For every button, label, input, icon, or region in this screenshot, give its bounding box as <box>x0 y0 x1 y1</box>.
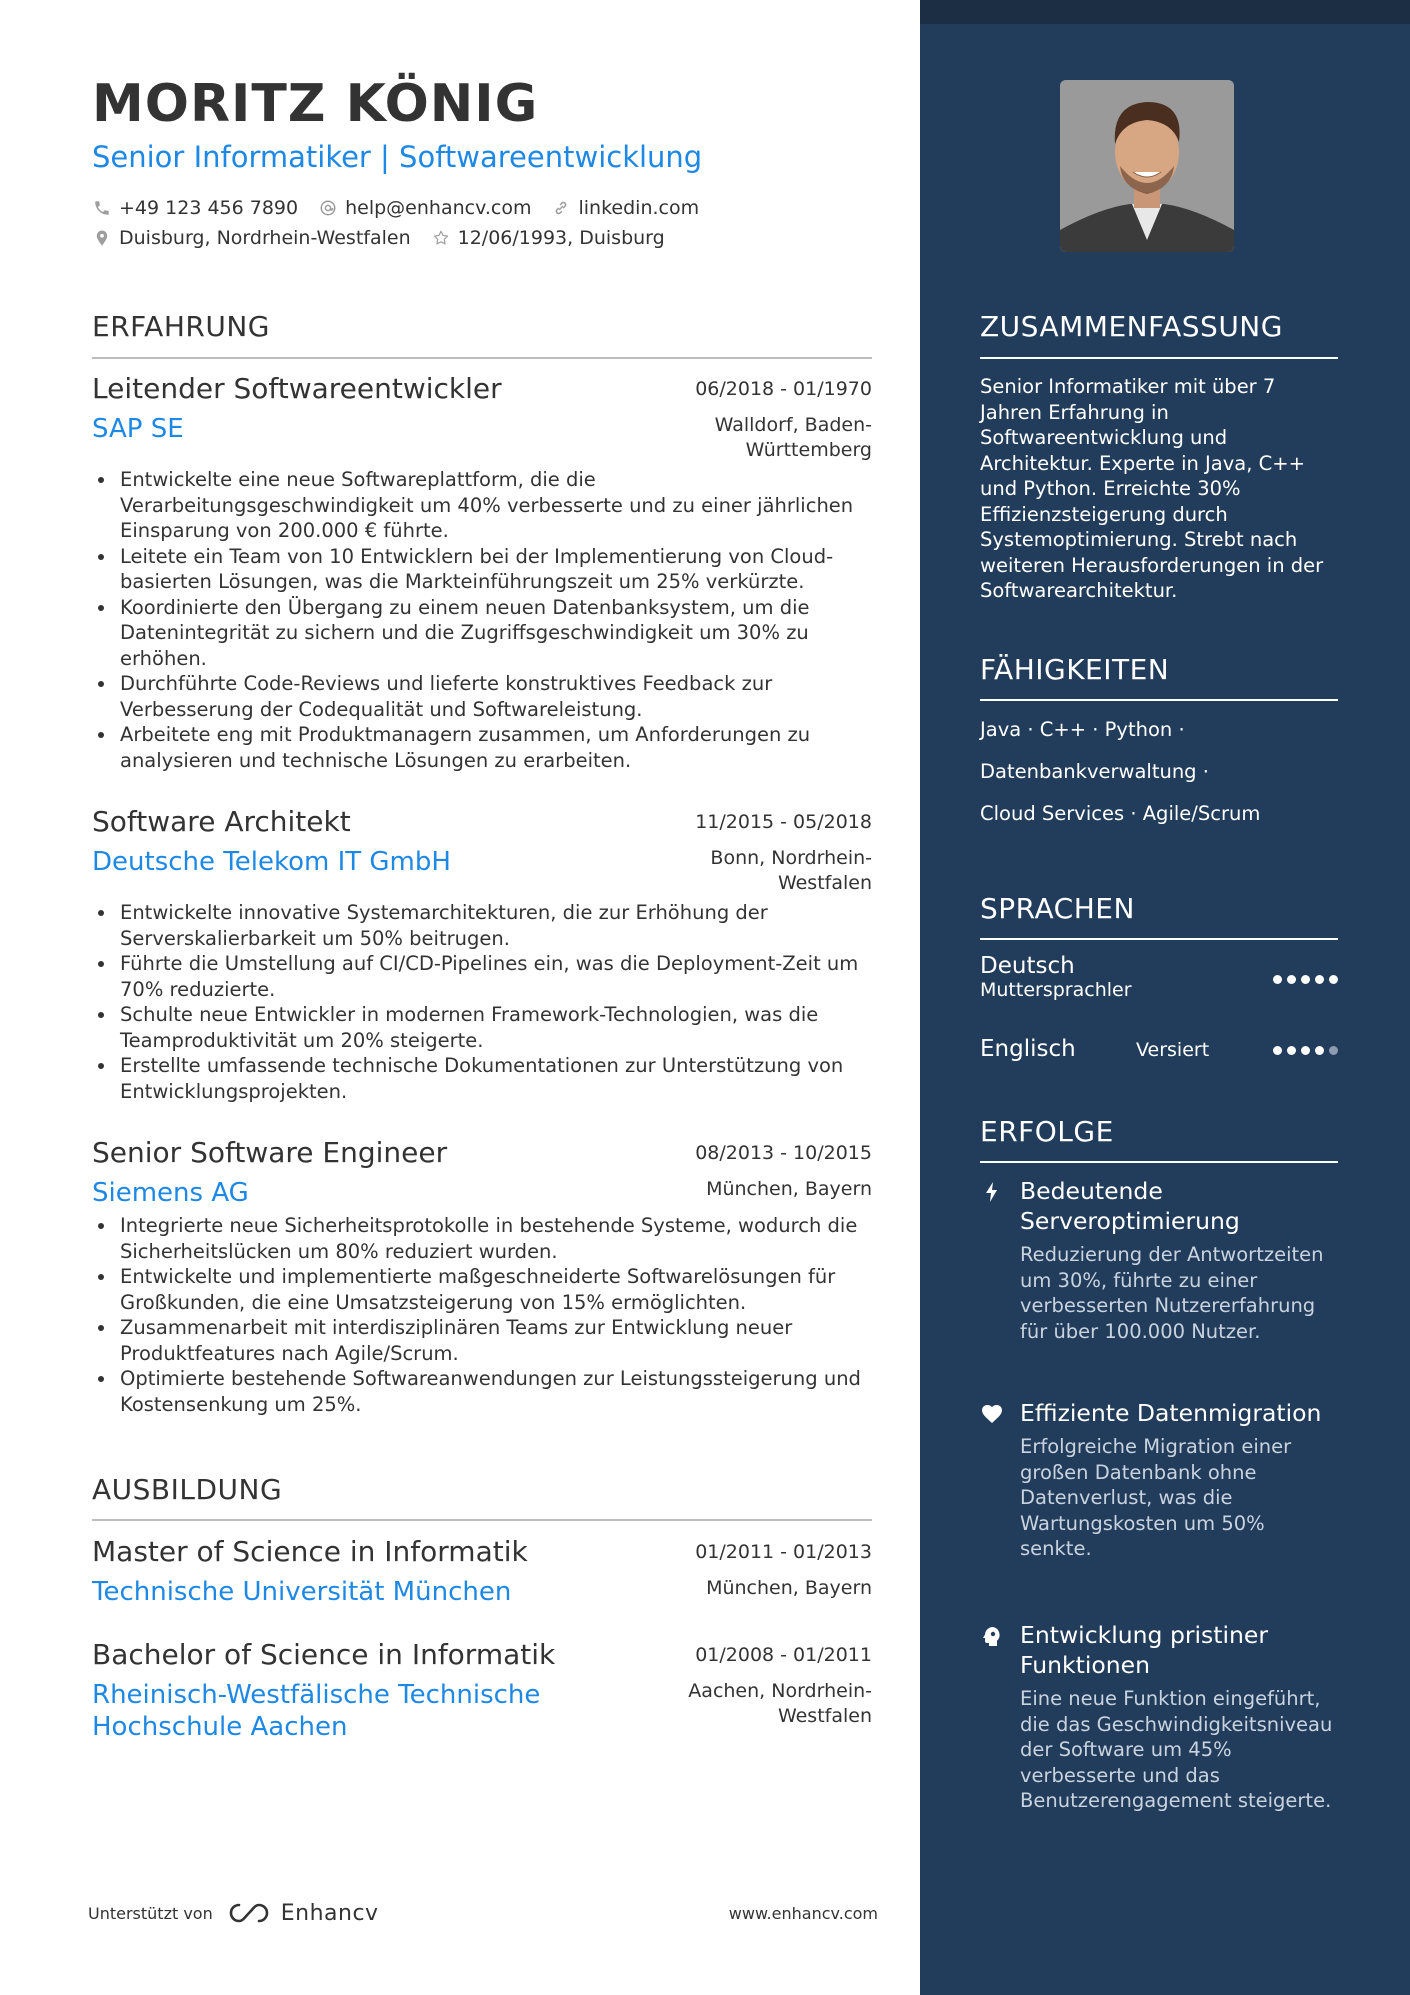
language-rating <box>1268 1046 1338 1055</box>
bullet-item: Schulte neue Entwickler in modernen Framework-Technologien, was die Teamproduktivität um 20% steigerte. <box>92 1002 872 1053</box>
rating-dot <box>1315 975 1324 984</box>
language-rating <box>1268 975 1338 984</box>
job-bullets <box>92 1213 872 1417</box>
contact-info <box>92 193 719 253</box>
phone-item <box>92 197 298 219</box>
birth-text: 12/06/1993, Duisburg <box>457 227 665 249</box>
job-entry <box>92 805 872 1104</box>
skills-line: Cloud Services · Agile/Scrum <box>980 802 1261 825</box>
achievement-title: Effiziente Datenmigration <box>1020 1399 1322 1427</box>
skills-divider <box>980 699 1338 701</box>
location-pin-icon <box>92 228 112 248</box>
skills-line: Datenbankverwaltung · <box>980 760 1209 783</box>
rating-dot <box>1301 975 1310 984</box>
bullet-item: Entwickelte innovative Systemarchitekturen, die zur Erhöhung der Serverskalierbarkeit um 50% beitrugen. <box>92 900 872 951</box>
job-role: Leitender Softwareentwickler <box>92 372 502 405</box>
summary-text: Senior Informatiker mit über 7 Jahren Erfahrung in Softwareentwicklung und Architektur. Experte in Java, C++ und Python. Erreichte 30% Effizienzsteigerung durch Systemoptimierung. Strebt nach weiteren Herausforderungen in der Softwarearchitektur. <box>980 375 1324 602</box>
footer-brand: Enhancv <box>280 1900 379 1926</box>
achievements-heading: ERFOLGE <box>980 1115 1114 1148</box>
rating-dot <box>1329 1046 1338 1055</box>
bullet-item: Optimierte bestehende Softwareanwendungen zur Leistungssteigerung und Kostensenkung um 25%. <box>92 1366 872 1417</box>
achievement-desc: Eine neue Funktion eingeführt, die das Geschwindigkeitsniveau der Software um 45% verbesserte und das Benutzerengagement steigerte. <box>1020 1687 1333 1812</box>
sidebar-top-bar <box>920 0 1410 24</box>
education-date: 01/2011 - 01/2013 <box>695 1541 872 1563</box>
rating-dot <box>1301 1046 1310 1055</box>
summary-heading: ZUSAMMENFASSUNG <box>980 310 1283 343</box>
birth-item <box>431 227 665 249</box>
location-text: Duisburg, Nordrhein-Westfalen <box>119 227 411 249</box>
education-heading: AUSBILDUNG <box>92 1473 283 1506</box>
job-bullets <box>92 467 872 773</box>
email-item <box>318 197 531 219</box>
email-text[interactable]: help@enhancv.com <box>345 197 532 219</box>
bullet-item: Durchführte Code-Reviews und lieferte konstruktives Feedback zur Verbesserung der Codequalität und Softwareleistung. <box>92 671 872 722</box>
bullet-item: Integrierte neue Sicherheitsprotokolle in bestehende Systeme, wodurch die Sicherheitslücken um 80% reduziert wurden. <box>92 1213 872 1264</box>
rating-dot <box>1329 975 1338 984</box>
job-entry <box>92 372 872 773</box>
language-level: Versiert <box>1136 1039 1210 1061</box>
powered-by-label: Unterstützt von <box>88 1903 213 1923</box>
footer-website[interactable]: www.enhancv.com <box>728 1903 878 1923</box>
achievement-desc: Erfolgreiche Migration einer großen Datenbank ohne Datenverlust, was die Wartungskosten um 50% senkte. <box>1020 1435 1292 1560</box>
job-role: Senior Software Engineer <box>92 1136 448 1169</box>
enhancv-logo-icon <box>225 1900 273 1926</box>
location-item <box>92 227 411 249</box>
job-location: Walldorf, Baden-Württemberg <box>714 414 872 461</box>
job-entry <box>92 1136 872 1417</box>
language-item <box>980 1036 1338 1062</box>
achievement-item <box>980 1176 1340 1344</box>
skills-line: Java · C++ · Python · <box>980 718 1185 741</box>
degree: Bachelor of Science in Informatik <box>92 1638 556 1671</box>
experience-heading: ERFAHRUNG <box>92 310 270 343</box>
job-date: 06/2018 - 01/1970 <box>695 378 872 400</box>
bullet-item: Zusammenarbeit mit interdisziplinären Teams zur Entwicklung neuer Produktfeatures nach Agile/Scrum. <box>92 1315 872 1366</box>
summary-divider <box>980 357 1338 359</box>
education-location: Aachen, Nordrhein-Westfalen <box>688 1680 872 1727</box>
bullet-item: Entwickelte eine neue Softwareplattform, die die Verarbeitungsgeschwindigkeit um 40% verbesserte und zu einer jährlichen Einsparung von 200.000 € führte. <box>92 467 872 544</box>
rating-dot <box>1287 1046 1296 1055</box>
education-entry <box>92 1535 872 1608</box>
job-date: 08/2013 - 10/2015 <box>695 1142 872 1164</box>
bullet-item: Leitete ein Team von 10 Entwicklern bei der Implementierung von Cloud-basierten Lösungen, was die Markteinführungszeit um 25% verkürzte. <box>92 544 872 595</box>
achievement-desc: Reduzierung der Antwortzeiten um 30%, führte zu einer verbesserten Nutzererfahrung für über 100.000 Nutzer. <box>1020 1243 1324 1343</box>
job-location: München, Bayern <box>706 1178 872 1200</box>
bullet-item: Führte die Umstellung auf CI/CD-Pipelines ein, was die Deployment-Zeit um 70% reduzierte. <box>92 951 872 1002</box>
job-company: Siemens AG <box>92 1178 249 1208</box>
education-location: München, Bayern <box>706 1577 872 1599</box>
school: Technische Universität München <box>92 1577 512 1607</box>
profile-photo <box>1060 80 1234 252</box>
heart-icon <box>980 1402 1004 1426</box>
achievement-item <box>980 1398 1340 1562</box>
achievement-item <box>980 1620 1340 1814</box>
education-entry <box>92 1638 872 1743</box>
bullet-item: Koordinierte den Übergang zu einem neuen Datenbanksystem, um die Datenintegrität zu sichern und die Zugriffsgeschwindigkeit um 30% zu erhöhen. <box>92 595 872 672</box>
achievement-title: Entwicklung pristiner Funktionen <box>1020 1621 1269 1679</box>
rating-dot <box>1315 1046 1324 1055</box>
linkedin-text[interactable]: linkedin.com <box>578 197 700 219</box>
bullet-item: Erstellte umfassende technische Dokumentationen zur Unterstützung von Entwicklungsprojekten. <box>92 1053 872 1104</box>
head-gear-icon <box>980 1624 1004 1648</box>
job-bullets <box>92 900 872 1104</box>
languages-heading: SPRACHEN <box>980 892 1135 925</box>
education-divider <box>92 1519 872 1521</box>
degree: Master of Science in Informatik <box>92 1535 528 1568</box>
education-date: 01/2008 - 01/2011 <box>695 1644 872 1666</box>
link-icon <box>551 198 571 218</box>
footer <box>88 1900 878 1926</box>
bullet-item: Arbeitete eng mit Produktmanagern zusammen, um Anforderungen zu analysieren und technische Lösungen zu erarbeiten. <box>92 722 872 773</box>
language-level: Muttersprachler <box>980 979 1132 1001</box>
language-name: Englisch <box>980 1036 1076 1062</box>
language-name: Deutsch <box>980 953 1075 979</box>
experience-divider <box>92 357 872 359</box>
phone-icon <box>92 198 112 218</box>
rating-dot <box>1273 975 1282 984</box>
school: Rheinisch-Westfälische Technische Hochschule Aachen <box>92 1680 541 1742</box>
job-location: Bonn, Nordrhein-Westfalen <box>710 847 872 894</box>
rating-dot <box>1273 1046 1282 1055</box>
job-company: Deutsche Telekom IT GmbH <box>92 847 451 877</box>
star-icon <box>431 228 451 248</box>
candidate-name: MORITZ KÖNIG <box>92 74 539 134</box>
sidebar <box>920 0 1410 1995</box>
at-icon <box>318 198 338 218</box>
rating-dot <box>1287 975 1296 984</box>
language-item <box>980 953 1338 1001</box>
skills-heading: FÄHIGKEITEN <box>980 653 1170 686</box>
job-date: 11/2015 - 05/2018 <box>695 811 872 833</box>
achievements-divider <box>980 1161 1338 1163</box>
achievement-title: Bedeutende Serveroptimierung <box>1020 1177 1240 1235</box>
skills-list <box>980 709 1340 835</box>
languages-divider <box>980 938 1338 940</box>
linkedin-item <box>551 197 699 219</box>
job-company: SAP SE <box>92 414 184 444</box>
bolt-icon <box>980 1180 1004 1204</box>
bullet-item: Entwickelte und implementierte maßgeschneiderte Softwarelösungen für Großkunden, die eine Umsatzsteigerung von 15% ermöglichten. <box>92 1264 872 1315</box>
candidate-title: Senior Informatiker | Softwareentwicklung <box>92 140 703 174</box>
phone-text[interactable]: +49 123 456 7890 <box>119 197 299 219</box>
job-role: Software Architekt <box>92 805 351 838</box>
